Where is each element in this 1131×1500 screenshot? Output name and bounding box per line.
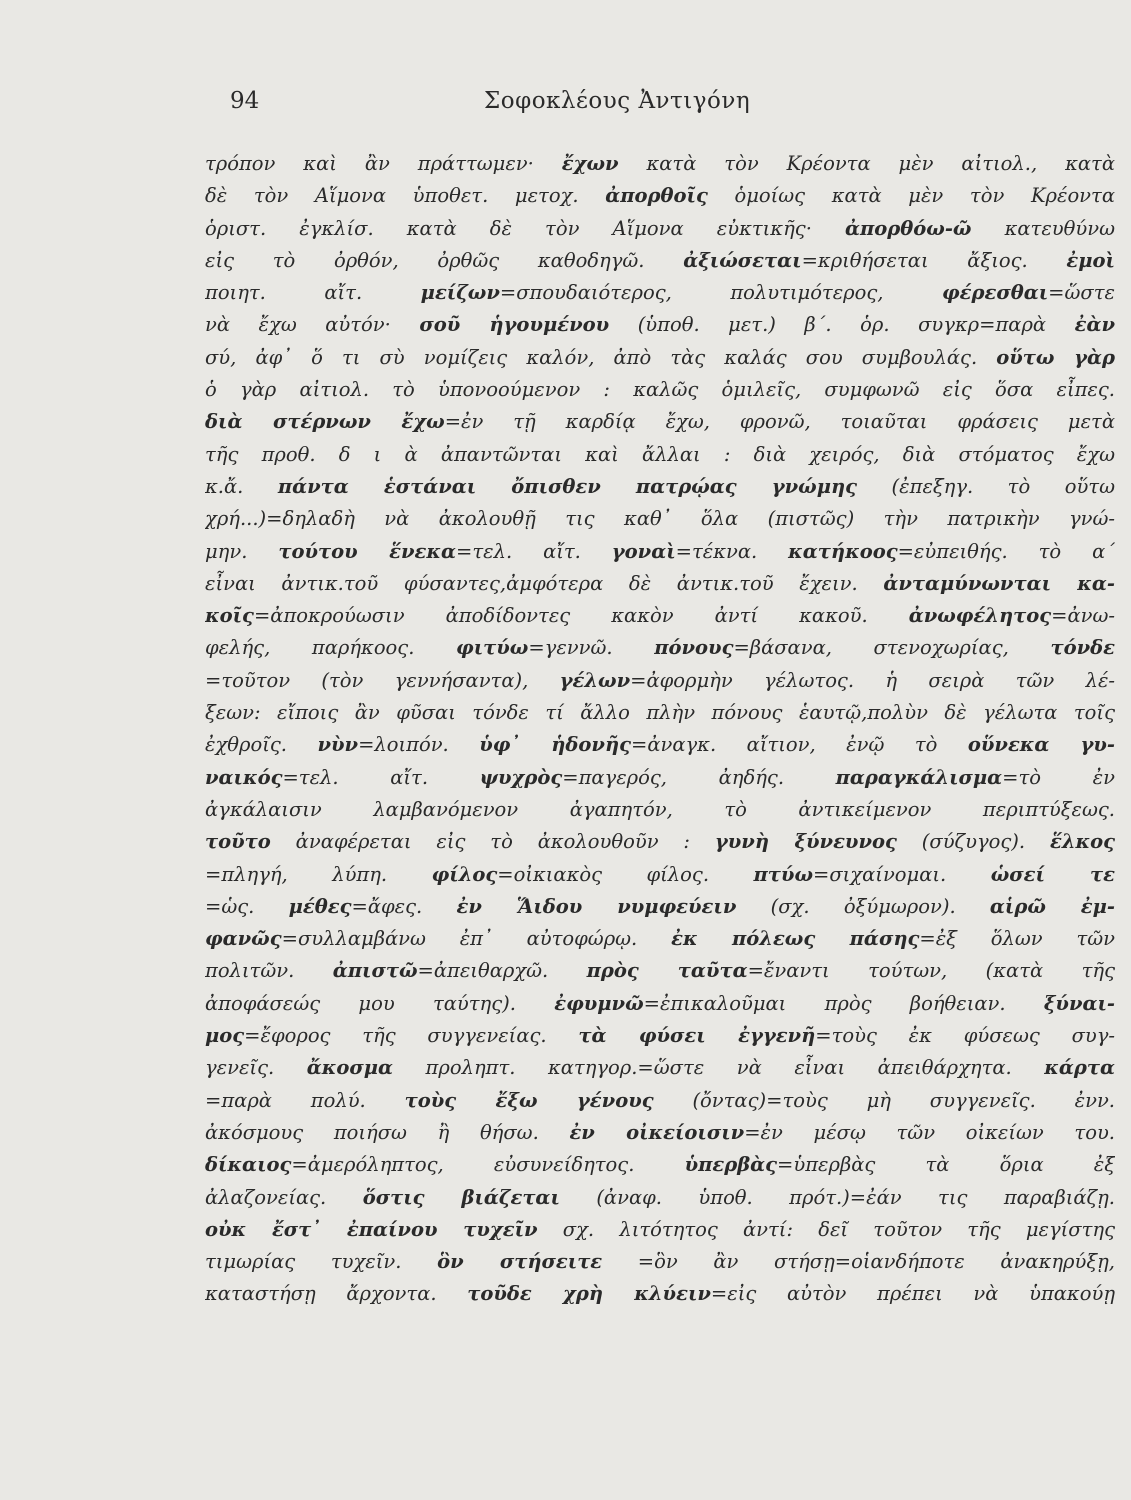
lemma-term: φιτύω: [456, 636, 529, 660]
gloss-text: =ὡς.: [205, 894, 289, 918]
page-header: [0, 88, 1131, 128]
gloss-text: =ἔφορος τῆς συγγενείας.: [244, 1024, 579, 1048]
lemma-term: πάντα ἑστάναι ὄπισθεν πατρῴας γνώμης: [277, 474, 858, 498]
gloss-text: γενεῖς.: [205, 1056, 307, 1080]
lemma-term: τοὺς ἔξω γένους: [404, 1088, 654, 1112]
lemma-term: ναικός: [205, 765, 283, 789]
gloss-text: τρόπον καὶ ἂν πράττωμεν·: [205, 152, 562, 175]
gloss-text: ἀναφέρεται εἰς τὸ ἀκολουθοῦν :: [270, 830, 715, 854]
text-line: [205, 794, 1115, 826]
lemma-term: ὑφ᾽ ἡδονῆς: [479, 733, 631, 757]
text-line: [205, 665, 1115, 697]
lemma-term: ἐν Ἅιδου νυμφεύειν: [456, 894, 737, 918]
lemma-term: παραγκάλισμα: [835, 765, 1003, 789]
text-line: [205, 1085, 1115, 1117]
gloss-text: προληπτ. κατηγορ.=ὥστε νὰ εἶναι ἀπειθάρχητα.: [393, 1056, 1045, 1080]
text-line: [205, 891, 1115, 923]
lemma-term: ψυχρὸς: [479, 765, 563, 789]
text-line: [205, 148, 1115, 180]
gloss-text: =τέκνα.: [675, 539, 789, 563]
text-line: [205, 859, 1115, 891]
gloss-text: =πληγή, λύπη.: [205, 862, 432, 886]
lemma-term: ἀνταμύνωνται κα-: [883, 571, 1115, 595]
text-line: [205, 309, 1115, 341]
text-line: [205, 1149, 1115, 1181]
gloss-text: νὰ ἔχω αὐτόν·: [205, 313, 420, 337]
gloss-text: εἰς τὸ ὀρθόν, ὀρθῶς καθοδηγῶ.: [205, 248, 684, 272]
lemma-term: τοῦδε χρὴ κλύειν: [467, 1282, 711, 1306]
text-line: [205, 1182, 1115, 1214]
gloss-text: (ὄντας)=τοὺς μὴ συγγενεῖς. ἐνν.: [653, 1088, 1115, 1112]
commentary-text: [205, 148, 1115, 1311]
gloss-text: πολιτῶν.: [205, 959, 333, 983]
gloss-text: (ἐπεξηγ. τὸ οὕτω: [857, 474, 1115, 498]
gloss-text: (σύζυγος).: [896, 830, 1050, 854]
lemma-term: σοῦ ἡγουμένου: [419, 313, 610, 337]
text-line: [205, 1214, 1115, 1246]
gloss-text: =γεννῶ.: [528, 636, 655, 660]
lemma-term: γέλων: [559, 668, 631, 692]
gloss-text: =τελ. αἴτ.: [456, 539, 612, 563]
lemma-term: οὕνεκα γυ-: [967, 733, 1115, 757]
lemma-term: ἔχων: [561, 152, 619, 175]
gloss-text: =ἀμερόληπτος, εὐσυνείδητος.: [291, 1153, 685, 1177]
gloss-text: =ἀπειθαρχῶ.: [417, 959, 587, 983]
lemma-term: ἐὰν: [1074, 313, 1115, 337]
text-line: [205, 374, 1115, 406]
gloss-text: σύ, ἀφ᾽ ὅ τι σὺ νομίζεις καλόν, ἀπὸ τὰς καλάς σου συμβουλάς.: [205, 345, 997, 369]
lemma-term: ἀπιστῶ: [332, 959, 418, 983]
gloss-text: δὲ τὸν Αἵμονα ὑποθετ. μετοχ.: [205, 184, 606, 208]
gloss-text: =ἐν μέσῳ τῶν οἰκείων του.: [744, 1120, 1115, 1144]
lemma-term: ἀνωφέλητος: [908, 604, 1052, 628]
gloss-text: σχ. λιτότητος ἀντί: δεῖ τοῦτον τῆς μεγίστης: [537, 1217, 1115, 1241]
gloss-text: =ἐξ ὅλων τῶν: [919, 927, 1115, 951]
gloss-text: =ἐπικαλοῦμαι πρὸς βοήθειαν.: [643, 991, 1044, 1015]
gloss-text: χρή...)=δηλαδὴ νὰ ἀκολουθῇ τις καθ᾽ ὅλα (πιστῶς) τὴν πατρικὴν γνώ-: [205, 507, 1115, 531]
gloss-text: =ἄφες.: [351, 894, 457, 918]
gloss-text: =τελ. αἴτ.: [282, 765, 480, 789]
text-line: [205, 923, 1115, 955]
lemma-term: οὕτω γὰρ: [996, 345, 1115, 369]
gloss-text: τῆς προθ. δ ι ὰ ἀπαντῶνται καὶ ἄλλαι : διὰ χειρός, διὰ στόματος ἔχω: [205, 442, 1115, 466]
lemma-term: φέρεσθαι: [942, 281, 1049, 305]
text-line: [205, 213, 1115, 245]
gloss-text: =ἀφορμὴν γέλωτος. ἡ σειρὰ τῶν λέ-: [630, 668, 1115, 692]
gloss-text: ξεων: εἴποις ἂν φῦσαι τόνδε τί ἄλλο πλὴν πόνους ἑαυτῷ,πολὺν δὲ γέλωτα τοῖς: [205, 701, 1115, 725]
lemma-term: μείζων: [420, 281, 500, 305]
gloss-text: εἶναι ἀντικ.τοῦ φύσαντες,ἀμφότερα δὲ ἀντικ.τοῦ ἔχειν.: [205, 571, 884, 595]
gloss-text: (ἀναφ. ὑποθ. πρότ.)=ἐάν τις παραβιάζῃ.: [559, 1185, 1115, 1209]
gloss-text: =λοιπόν.: [358, 733, 480, 757]
lemma-term: ἀξιώσεται: [683, 248, 802, 272]
lemma-term: ἐκ πόλεως πάσης: [671, 927, 920, 951]
gloss-text: =ἐν τῇ καρδίᾳ ἔχω, φρονῶ, τοιαῦται φράσεις μετὰ: [444, 410, 1115, 434]
gloss-text: =τὸ ἐν: [1002, 765, 1115, 789]
text-line: [205, 632, 1115, 664]
gloss-text: =εὐπειθής. τὸ α΄: [897, 539, 1115, 563]
text-line: [205, 1117, 1115, 1149]
gloss-text: ἀκόσμους ποιήσω ἢ θήσω.: [205, 1120, 570, 1144]
lemma-term: ὡσεί τε: [990, 862, 1115, 886]
text-line: [205, 1020, 1115, 1052]
lemma-term: μος: [205, 1024, 245, 1048]
gloss-text: =τοὺς ἐκ φύσεως συγ-: [815, 1024, 1115, 1048]
gloss-text: ἐχθροῖς.: [205, 733, 318, 757]
text-line: [205, 245, 1115, 277]
lemma-term: πρὸς ταῦτα: [586, 959, 748, 983]
lemma-term: φίλος: [431, 862, 498, 886]
lemma-term: ἀπορθόω-ῶ: [844, 216, 972, 240]
lemma-term: ξύναι-: [1043, 991, 1115, 1015]
lemma-term: γοναὶ: [611, 539, 676, 563]
text-line: [205, 697, 1115, 729]
text-line: [205, 342, 1115, 374]
gloss-text: =οἰκιακὸς φίλος.: [497, 862, 754, 886]
text-line: [205, 762, 1115, 794]
gloss-text: καταστήσῃ ἄρχοντα.: [205, 1282, 468, 1306]
text-line: [205, 988, 1115, 1020]
gloss-text: =συλλαμβάνω ἐπ᾽ αὐτοφώρῳ.: [281, 927, 672, 951]
gloss-text: =παρὰ πολύ.: [205, 1088, 405, 1112]
text-line: [205, 406, 1115, 438]
lemma-term: νὺν: [317, 733, 359, 757]
gloss-text: =ὥστε: [1048, 281, 1115, 305]
lemma-term: ἄκοσμα: [306, 1056, 394, 1080]
page-number: 94: [230, 88, 260, 114]
text-line: [205, 1246, 1115, 1278]
running-title: Σοφοκλέους Ἀντιγόνη: [484, 88, 751, 114]
gloss-text: φελής, παρήκοος.: [205, 636, 457, 660]
gloss-text: =σιχαίνομαι.: [813, 862, 991, 886]
lemma-term: πόνους: [654, 636, 734, 660]
gloss-text: ὁμοίως κατὰ μὲν τὸν Κρέοντα: [707, 184, 1115, 208]
gloss-text: τιμωρίας τυχεῖν.: [205, 1250, 438, 1274]
gloss-text: κατευθύνω: [971, 216, 1115, 240]
text-line: [205, 1052, 1115, 1084]
lemma-term: κοῖς: [205, 604, 254, 628]
text-line: [205, 277, 1115, 309]
gloss-text: =ἀναγκ. αἴτιον, ἐνῷ τὸ: [631, 733, 968, 757]
text-line: [205, 439, 1115, 471]
gloss-text: κατὰ τὸν Κρέοντα μὲν αἰτιολ., κατὰ: [618, 152, 1115, 175]
text-line: [205, 826, 1115, 858]
gloss-text: =ἔναντι τούτων, (κατὰ τῆς: [747, 959, 1115, 983]
text-line: [205, 1278, 1115, 1310]
text-line: [205, 955, 1115, 987]
text-line: [205, 471, 1115, 503]
text-line: [205, 600, 1115, 632]
gloss-text: =ἀποκρούωσιν ἀποδίδοντες κακὸν ἀντί κακοῦ.: [253, 604, 909, 628]
gloss-text: μην.: [205, 539, 279, 563]
lemma-term: ἐφυμνῶ: [554, 991, 644, 1015]
gloss-text: (ὑποθ. μετ.) β΄. ὁρ. συγκρ=παρὰ: [609, 313, 1075, 337]
text-line: [205, 536, 1115, 568]
lemma-term: γυνὴ ξύνευνος: [714, 830, 897, 854]
lemma-term: ὑπερβὰς: [684, 1153, 778, 1177]
gloss-text: =κριθήσεται ἄξιος.: [801, 248, 1067, 272]
lemma-term: τὰ φύσει ἐγγενῆ: [578, 1024, 816, 1048]
lemma-term: πτύω: [753, 862, 814, 886]
gloss-text: ποιητ. αἴτ.: [205, 281, 421, 305]
lemma-term: κάρτα: [1044, 1056, 1115, 1080]
lemma-term: φανῶς: [205, 927, 282, 951]
lemma-term: ἐν οἰκείοισιν: [569, 1120, 745, 1144]
text-line: [205, 180, 1115, 212]
gloss-text: =ὑπερβὰς τὰ ὅρια ἐξ: [777, 1153, 1115, 1177]
lemma-term: διὰ στέρνων ἔχω: [205, 410, 445, 434]
gloss-text: κ.ἄ.: [205, 474, 278, 498]
gloss-text: =εἰς αὐτὸν πρέπει νὰ ὑπακούῃ: [710, 1282, 1115, 1306]
gloss-text: ἀποφάσεώς μου ταύτης).: [205, 991, 555, 1015]
lemma-term: ἐμοὶ: [1066, 248, 1115, 272]
lemma-term: τοῦτο: [205, 830, 271, 854]
lemma-term: δίκαιος: [205, 1153, 292, 1177]
lemma-term: οὐκ ἔστ᾽ ἐπαίνου τυχεῖν: [205, 1217, 538, 1241]
lemma-term: ὅστις βιάζεται: [362, 1185, 560, 1209]
text-line: [205, 503, 1115, 535]
gloss-text: ὁ γὰρ αἰτιολ. τὸ ὑπονοούμενον : καλῶς ὁμιλεῖς, συμφωνῶ εἰς ὅσα εἶπες.: [205, 378, 1115, 402]
gloss-text: ἀγκάλαισιν λαμβανόμενον ἀγαπητόν, τὸ ἀντικείμενον περιπτύξεως.: [205, 797, 1115, 821]
text-line: [205, 568, 1115, 600]
lemma-term: ἀπορθοῖς: [605, 184, 708, 208]
gloss-text: ἀλαζονείας.: [205, 1185, 363, 1209]
lemma-term: κατήκοος: [788, 539, 898, 563]
lemma-term: ἕλκος: [1049, 830, 1115, 854]
lemma-term: μέθες: [288, 894, 352, 918]
gloss-text: (σχ. ὀξύμωρον).: [736, 894, 990, 918]
gloss-text: ὁριστ. ἐγκλίσ. κατὰ δὲ τὸν Αἵμονα εὐκτικῆς·: [205, 216, 845, 240]
gloss-text: =τοῦτον (τὸν γεννήσαντα),: [205, 668, 560, 692]
lemma-term: ὃν στήσειτε: [437, 1250, 603, 1274]
lemma-term: αἱρῶ ἐμ-: [989, 894, 1115, 918]
gloss-text: =βάσανα, στενοχωρίας,: [733, 636, 1051, 660]
text-line: [205, 729, 1115, 761]
gloss-text: =παγερός, ἀηδής.: [562, 765, 836, 789]
lemma-term: τόνδε: [1050, 636, 1115, 660]
gloss-text: =ἀνω-: [1051, 604, 1115, 628]
lemma-term: τούτου ἕνεκα: [278, 539, 457, 563]
gloss-text: =ὃν ἂν στήσῃ=οἱανδήποτε ἀνακηρύξῃ,: [602, 1250, 1115, 1274]
gloss-text: =σπουδαιότερος, πολυτιμότερος,: [499, 281, 943, 305]
